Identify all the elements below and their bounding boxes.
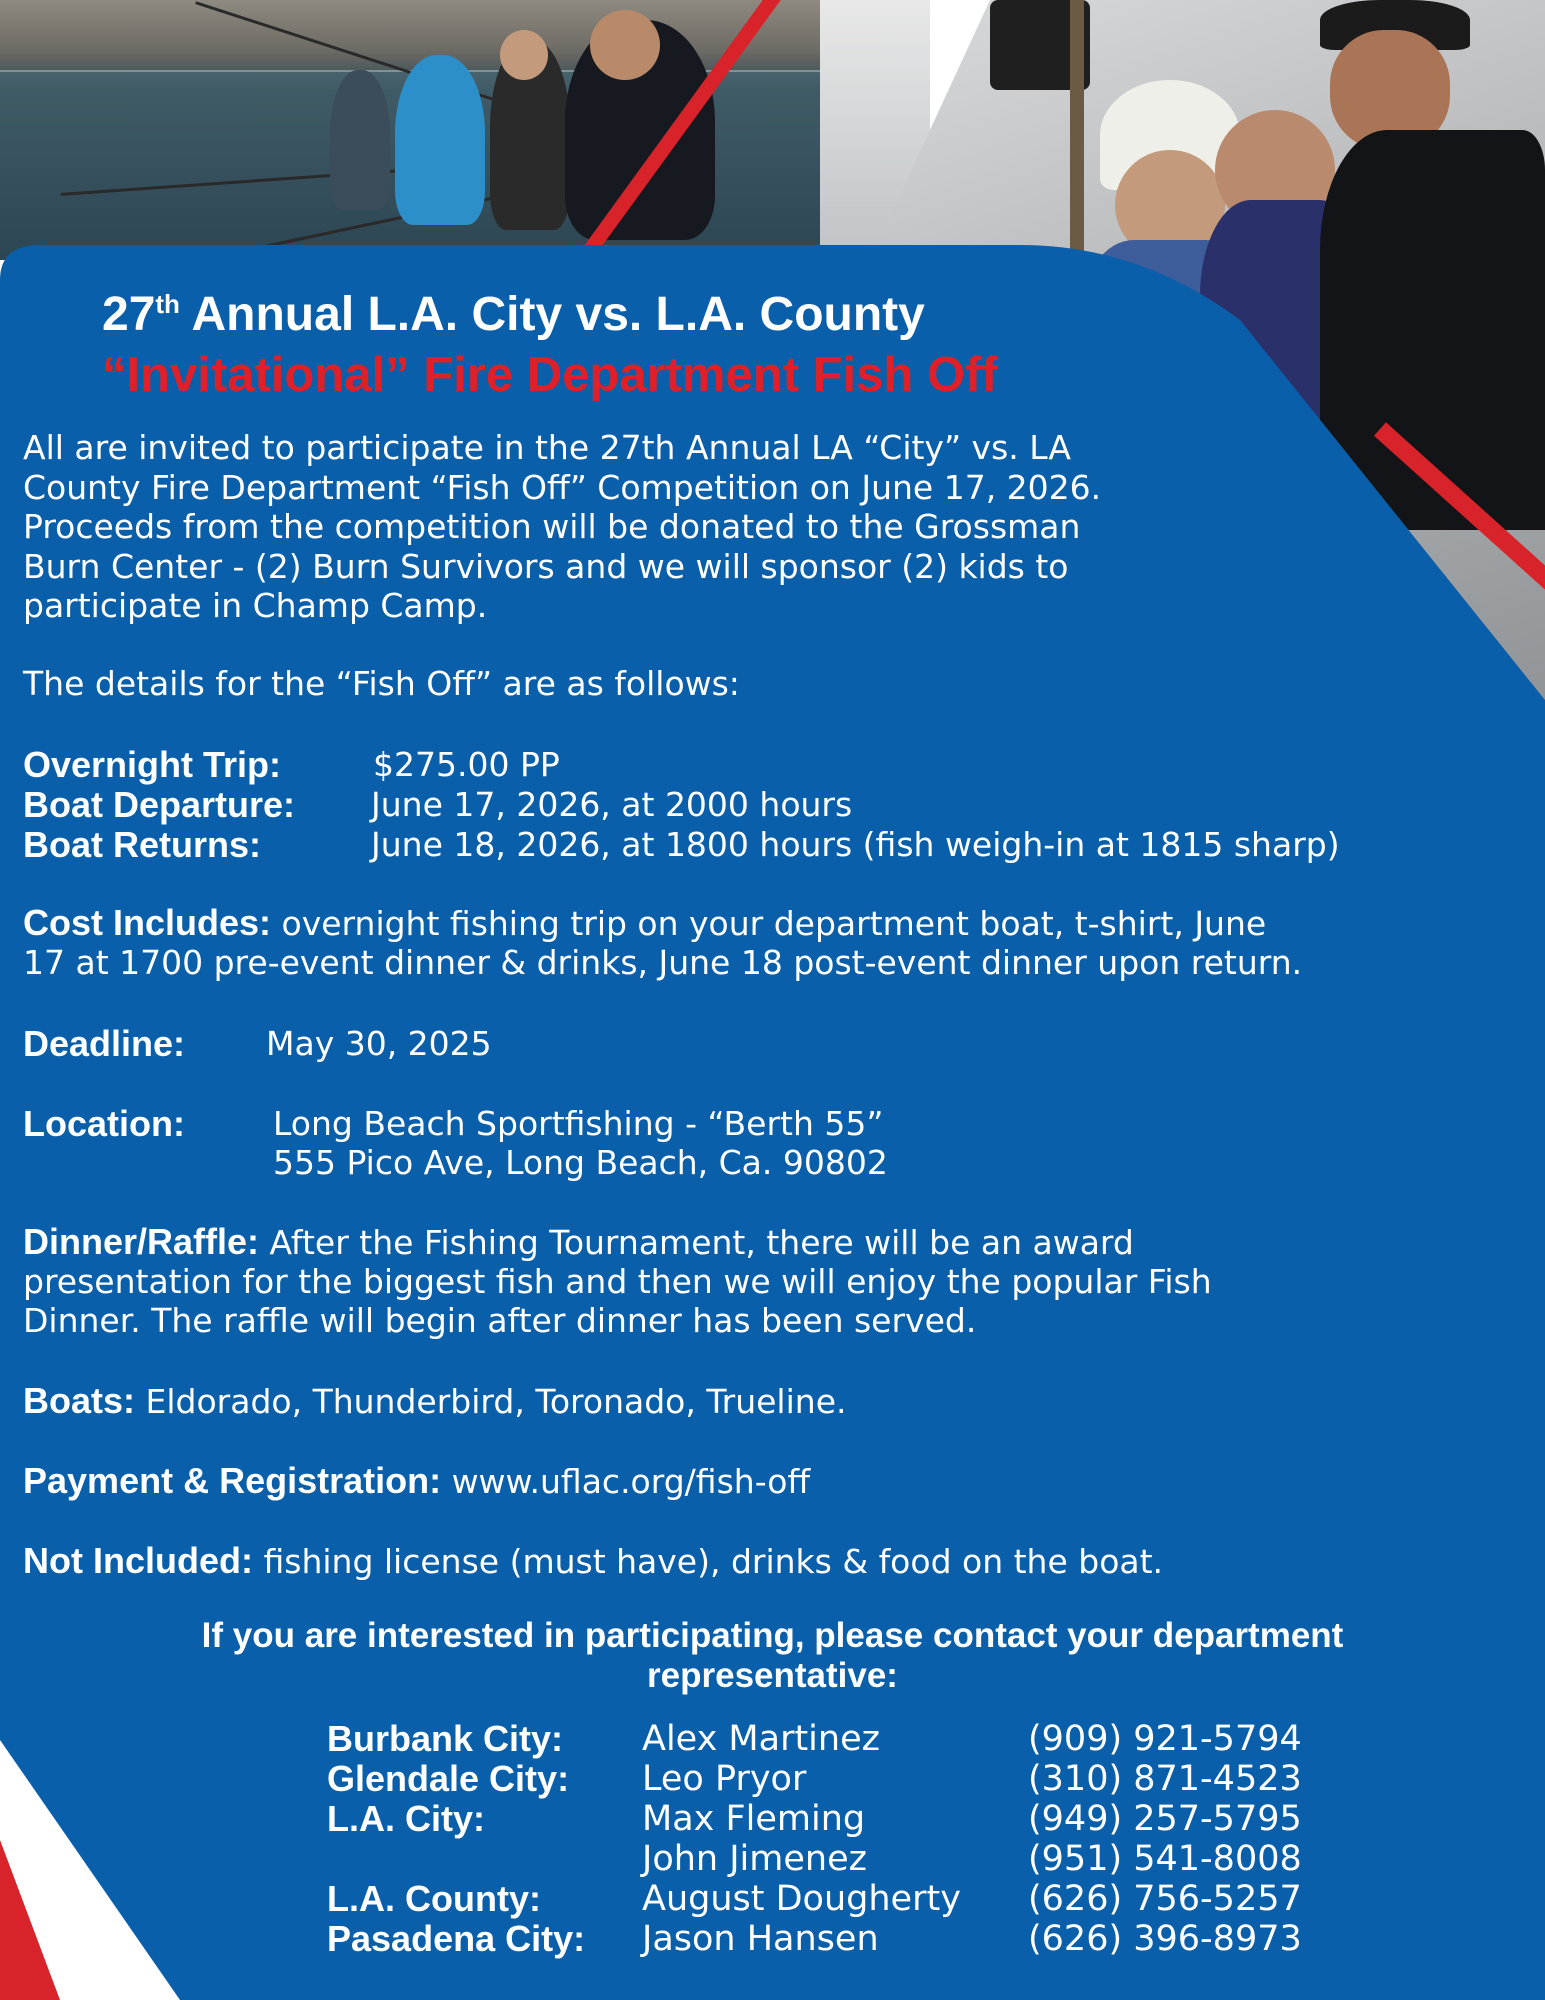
angler-blue-hoodie	[395, 55, 485, 225]
boats-value: Eldorado, Thunderbird, Toronado, Trueline.	[135, 1382, 847, 1421]
location-line: 555 Pico Ave, Long Beach, Ca. 90802	[273, 1143, 888, 1182]
contact-row	[0, 1919, 1545, 1959]
cost-includes-line: 17 at 1700 pre-event dinner & drinks, June 18 post-event dinner upon return.	[23, 943, 1303, 982]
contact-row	[0, 1879, 1545, 1919]
dinner-raffle	[23, 1222, 1503, 1340]
event-subtitle: “Invitational” Fire Department Fish Off	[102, 348, 998, 402]
boat-departure-label: Boat Departure:	[23, 784, 296, 825]
boat-returns-label: Boat Returns:	[23, 824, 262, 865]
title-main: Annual L.A. City vs. L.A. County	[179, 288, 925, 341]
intro-line: All are invited to participate in the 27th Annual LA “City” vs. LA	[23, 428, 1071, 467]
title-number: 27	[102, 288, 156, 341]
contact-row	[0, 1799, 1545, 1839]
angler-face	[590, 10, 660, 80]
contact-phone: (951) 541-8008	[1028, 1839, 1302, 1879]
location-line: Long Beach Sportfishing - “Berth 55”	[273, 1104, 884, 1143]
boat-returns-value: June 18, 2026, at 1800 hours (fish weigh-in at 1815 sharp)	[371, 825, 1340, 864]
contact-name: Jason Hansen	[642, 1919, 879, 1959]
intro-line: Proceeds from the competition will be donated to the Grossman	[23, 507, 1081, 546]
dinner-raffle-line: After the Fishing Tournament, there will be an award	[259, 1223, 1134, 1262]
contact-heading-line: representative:	[647, 1656, 898, 1695]
cliff-background	[0, 0, 930, 70]
deadline-label: Deadline:	[23, 1023, 186, 1064]
boat-mast	[1070, 0, 1084, 260]
registration-link[interactable]: www.uflac.org/fish-off	[441, 1462, 811, 1501]
dinner-raffle-line: Dinner. The raffle will begin after dinner has been served.	[23, 1301, 977, 1340]
contact-phone: (626) 756-5257	[1028, 1879, 1302, 1919]
intro-line: County Fire Department “Fish Off” Competition on June 17, 2026.	[23, 467, 1102, 507]
contact-department: L.A. County:	[327, 1878, 541, 1919]
contact-heading-line: If you are interested in participating, please contact your department	[201, 1616, 1344, 1655]
contact-department: L.A. City:	[327, 1798, 485, 1839]
contact-heading	[0, 1616, 1545, 1696]
cost-includes-line: overnight fishing trip on your department boat, t-shirt, June	[271, 904, 1267, 943]
intro-paragraph	[23, 428, 1503, 626]
not-included-value: fishing license (must have), drinks & food on the boat.	[252, 1542, 1164, 1581]
contact-phone: (310) 871-4523	[1028, 1759, 1302, 1799]
contact-row	[0, 1759, 1545, 1799]
contact-row	[0, 1839, 1545, 1879]
payment-label: Payment & Registration:	[23, 1460, 442, 1501]
overnight-trip-label: Overnight Trip:	[23, 744, 282, 785]
contact-department: Glendale City:	[327, 1758, 570, 1799]
cost-includes-label: Cost Includes:	[23, 902, 272, 943]
dinner-raffle-label: Dinner/Raffle:	[23, 1221, 260, 1262]
contact-name: Max Fleming	[642, 1799, 866, 1839]
angler-distant	[330, 70, 390, 210]
contact-name: Leo Pryor	[642, 1759, 807, 1799]
contact-phone: (626) 396-8973	[1028, 1919, 1302, 1959]
deadline-value: May 30, 2025	[266, 1024, 492, 1063]
payment-line	[23, 1461, 1503, 1501]
overnight-trip-value: $275.00 PP	[373, 745, 560, 784]
contact-phone: (909) 921-5794	[1028, 1719, 1302, 1759]
dinner-raffle-line: presentation for the biggest fish and then we will enjoy the popular Fish	[23, 1262, 1212, 1301]
contact-row	[0, 1719, 1545, 1759]
details-intro: The details for the “Fish Off” are as follows:	[23, 664, 740, 703]
boats-line	[23, 1381, 1503, 1421]
intro-line: participate in Champ Camp.	[23, 586, 488, 625]
cost-includes	[23, 903, 1503, 982]
contact-department: Pasadena City:	[327, 1918, 586, 1959]
contact-department: Burbank City:	[327, 1718, 564, 1759]
not-included-label: Not Included:	[23, 1540, 253, 1581]
not-included-line	[23, 1541, 1503, 1581]
event-title	[102, 288, 925, 342]
intro-line: Burn Center - (2) Burn Survivors and we will sponsor (2) kids to	[23, 546, 1069, 586]
contact-name: August Dougherty	[642, 1879, 961, 1919]
anglers-photo	[0, 0, 930, 260]
boats-label: Boats:	[23, 1380, 136, 1421]
boat-departure-value: June 17, 2026, at 2000 hours	[371, 785, 853, 824]
contact-name: John Jimenez	[642, 1839, 867, 1879]
contact-phone: (949) 257-5795	[1028, 1799, 1302, 1839]
contact-name: Alex Martinez	[642, 1719, 880, 1759]
location-label: Location:	[23, 1103, 185, 1144]
angler-face	[500, 30, 548, 80]
title-ordinal: th	[155, 289, 180, 319]
